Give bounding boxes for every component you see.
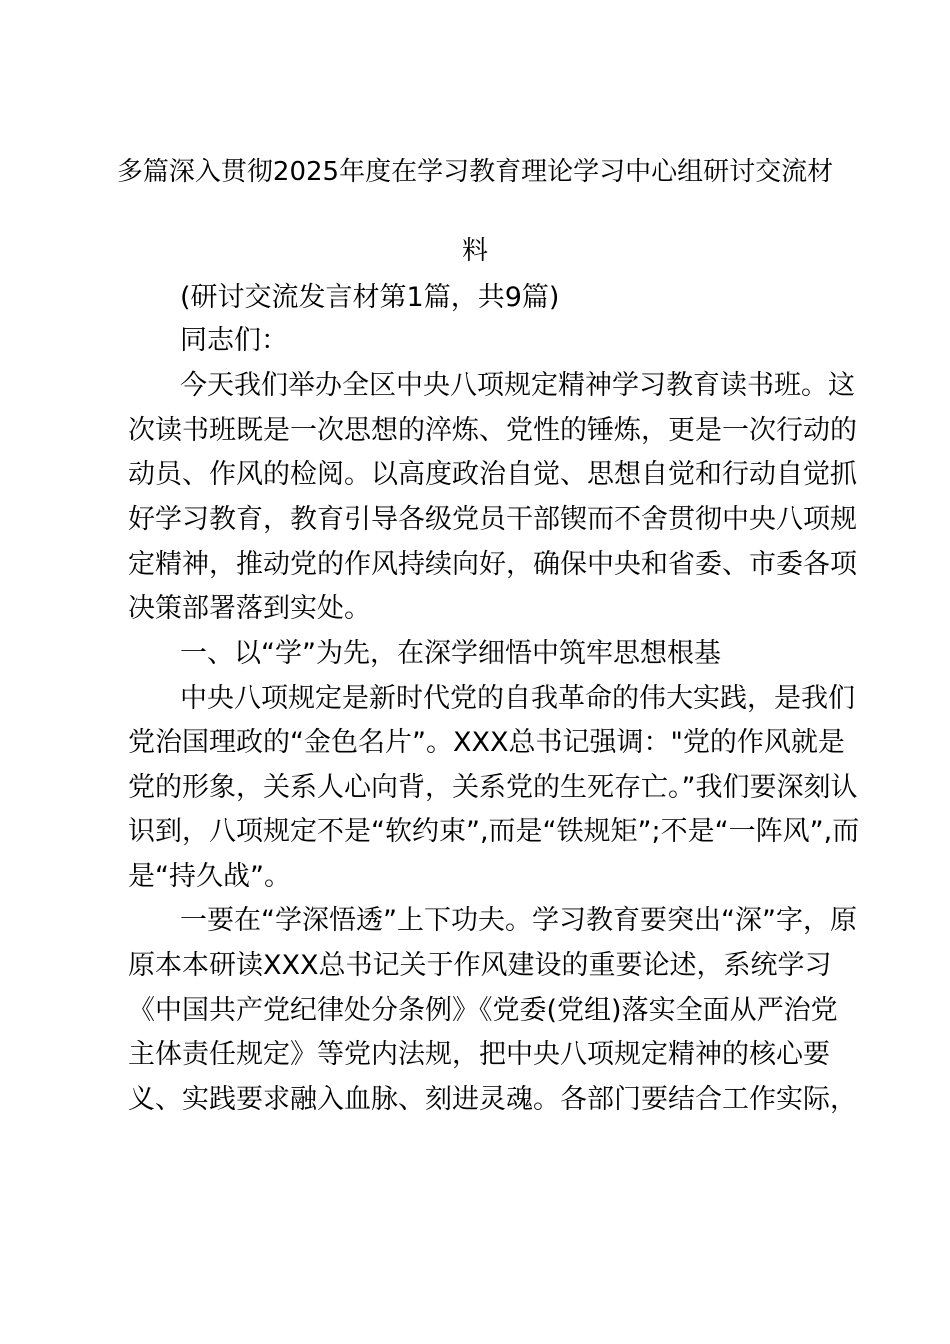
- body-text-line: 一要在“学深悟透”上下功夫。学习教育要突出“深”字，原: [180, 905, 857, 936]
- salutation: 同志们：: [180, 325, 288, 356]
- body-text-line: 《中国共产党纪律处分条例》《党委(党组)落实全面从严治党: [128, 995, 838, 1026]
- body-text-line: 识到，八项规定不是“软约束”,而是“铁规矩”;不是“一阵风”,而: [128, 816, 860, 847]
- body-text-line: 原本本研读XXX总书记关于作风建设的重要论述，系统学习: [128, 950, 832, 981]
- document-title-line-2: 料: [461, 236, 488, 266]
- body-text-line: 主体责任规定》等党内法规，把中央八项规定精神的核心要: [128, 1039, 830, 1070]
- body-text-line: 动员、作风的检阅。以高度政治自觉、思想自觉和行动自觉抓: [128, 459, 857, 490]
- body-text-line: 中央八项规定是新时代党的自我革命的伟大实践，是我们: [180, 683, 855, 714]
- body-text-line: 今天我们举办全区中央八项规定精神学习教育读书班。这: [180, 370, 855, 401]
- series-note: (研讨交流发言材第1篇，共9篇): [180, 282, 560, 313]
- document-title-line-1: 多篇深入贯彻2025年度在学习教育理论学习中心组研讨交流材: [116, 157, 834, 187]
- body-text-line: 党治国理政的“金色名片”。XXX总书记强调："党的作风就是: [128, 727, 845, 758]
- body-text-line: 义、实践要求融入血脉、刻进灵魂。各部门要结合工作实际，: [128, 1084, 857, 1115]
- section-heading: 一、以“学”为先，在深学细悟中筑牢思想根基: [180, 638, 721, 669]
- body-text-line: 次读书班既是一次思想的淬炼、党性的锤炼，更是一次行动的: [128, 415, 857, 446]
- body-text-line: 定精神，推动党的作风持续向好，确保中央和省委、市委各项: [128, 549, 857, 580]
- body-text-line: 决策部署落到实处。: [128, 593, 371, 624]
- body-text-line: 是“持久战”。: [128, 861, 291, 892]
- body-text-line: 党的形象，关系人心向背，关系党的生死存亡。”我们要深刻认: [128, 772, 858, 803]
- body-text-line: 好学习教育，教育引导各级党员干部锲而不舍贯彻中央八项规: [128, 504, 857, 535]
